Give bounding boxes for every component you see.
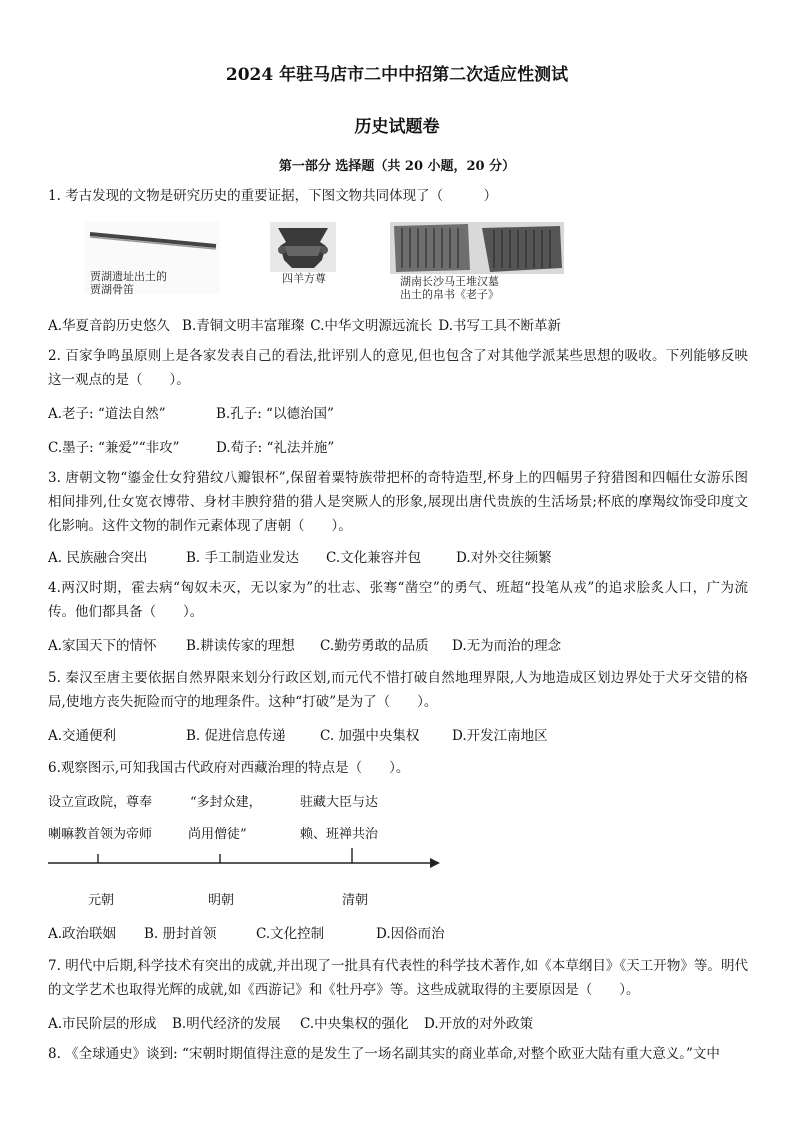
image-caption: 贾湖遗址出土的 (90, 270, 167, 283)
timeline-arrow-icon (430, 858, 440, 868)
option-b[interactable]: B. 促进信息传递 (186, 728, 286, 744)
option-c[interactable]: C.中华文明源远流长 (310, 318, 433, 334)
option-c[interactable]: C.墨子: “兼爱”“非攻” (48, 440, 180, 456)
option-b[interactable]: B. 手工制造业发达 (186, 550, 300, 566)
question-7-options (48, 1012, 533, 1032)
option-b[interactable]: B. 册封首领 (144, 926, 217, 942)
option-b[interactable]: B.明代经济的发展 (172, 1016, 281, 1032)
timeline-event-text: 设立宣政院，尊奉 (48, 795, 153, 810)
option-d[interactable]: D.无为而治的理念 (452, 638, 562, 654)
bronze-zun-photo (270, 222, 336, 272)
option-a[interactable]: A.家国天下的情怀 (48, 638, 157, 654)
option-a[interactable]: A.交通便利 (48, 728, 117, 744)
option-d[interactable]: D.开放的对外政策 (424, 1016, 534, 1032)
timeline-dynasty-label: 元朝 (88, 893, 115, 908)
question-3-stem: 3. 唐朝文物“鎏金仕女狩猎纹八瓣银杯”,保留着粟特族带把杯的奇特造型,杯身上的四幅男子狩猎图和四幅仕女游乐图相间排列,仕女宽衣博带、身材丰腴狩猎的猎人是突厥人的形象,展现出唐代贵族的生活场景;杯底的摩羯纹饰受印度文化影响。这件文物的制作元素体现了唐朝（ ）。 (48, 470, 748, 534)
question-2-options-row1 (48, 402, 334, 422)
image-caption: 贾湖骨笛 (90, 283, 134, 296)
timeline-dynasty-label: 明朝 (208, 893, 235, 908)
question-6-stem: 6.观察图示,可知我国古代政府对西藏治理的特点是（ ）。 (48, 760, 410, 776)
option-a[interactable]: A.市民阶层的形成 (48, 1016, 157, 1032)
option-d[interactable]: D.对外交往频繁 (456, 550, 552, 566)
question-2-stem: 2. 百家争鸣虽原则上是各家发表自己的看法,批评别人的意见,但也包含了对其他学派某些思想的吸收。下列能够反映这一观点的是（ ）。 (48, 348, 748, 388)
exam-title: 2024 年驻马店市二中中招第二次适应性测试 (225, 65, 569, 85)
question-1-options (48, 314, 561, 334)
question-5-options (48, 724, 548, 744)
question-4-stem: 4.两汉时期，霍去病“匈奴未灭，无以家为”的壮志、张骞“凿空”的勇气、班超“投笔从戎”的追求脍炙人口，广为流传。他们都具备（ ）。 (48, 580, 748, 620)
option-b[interactable]: B.耕读传家的理想 (186, 638, 295, 654)
option-a[interactable]: A. 民族融合突出 (48, 550, 148, 566)
option-d[interactable]: D.开发江南地区 (452, 728, 548, 744)
manuscript-icon (390, 222, 564, 274)
option-b[interactable]: B.孔子: “以德治国” (216, 406, 334, 422)
question-2-options-row2 (48, 436, 334, 456)
bronze-vessel-icon (270, 222, 336, 272)
section-heading: 第一部分 选择题（共 20 小题，20 分） (278, 159, 516, 174)
image-caption: 出土的帛书《老子》 (400, 288, 499, 301)
question-6-options (48, 922, 445, 942)
question-7-stem: 7. 明代中后期,科学技术有突出的成就,并出现了一批具有代表性的科学技术著作,如《本草纲目》《天工开物》等。明代的文学艺术也取得光辉的成就,如《西游记》和《牡丹亭》等。这些成就取得的主要原因是（ ）。 (48, 958, 748, 998)
option-b[interactable]: B.青铜文明丰富璀璨 (182, 318, 305, 334)
image-caption: 湖南长沙马王堆汉墓 (400, 275, 499, 288)
option-c[interactable]: C.勤劳勇敢的品质 (320, 638, 429, 654)
question-1-stem: 1. 考古发现的文物是研究历史的重要证据，下图文物共同体现了（ ） (48, 188, 498, 204)
question-5-stem: 5. 秦汉至唐主要依据自然界限来划分行政区划,而元代不惜打破自然地理界限,人为地造成区划边界处于犬牙交错的格局,使地方丧失扼险而守的地理条件。这种“打破”是为了（ ）。 (48, 670, 748, 710)
timeline-axis (46, 848, 442, 878)
timeline-event-text: “多封众建， (190, 795, 262, 810)
option-c[interactable]: C.文化控制 (256, 926, 325, 942)
option-d[interactable]: D.书写工具不断革新 (438, 318, 562, 334)
timeline-event-text: 赖、班禅共治 (300, 827, 379, 842)
exam-subtitle: 历史试题卷 (354, 117, 440, 137)
timeline-event-text: 喇嘛教首领为帝师 (48, 827, 153, 842)
question-8-stem: 8. 《全球通史》谈到: “宋朝时期值得注意的是发生了一场名副其实的商业革命,对整个欧亚大陆有重大意义。”文中 (48, 1046, 720, 1062)
option-c[interactable]: C.文化兼容并包 (326, 550, 422, 566)
timeline-event-text: 驻藏大臣与达 (300, 795, 379, 810)
option-a[interactable]: A.华夏音韵历史悠久 (48, 318, 171, 334)
question-4-options (48, 634, 561, 654)
option-a[interactable]: A.老子: “道法自然” (48, 406, 166, 422)
option-d[interactable]: D.因俗而治 (376, 926, 445, 942)
timeline-event-text: 尚用僧徒” (188, 827, 247, 842)
question-3-options (48, 546, 552, 566)
silk-manuscript-photo (390, 222, 564, 274)
image-caption: 四羊方尊 (282, 272, 326, 285)
timeline-dynasty-label: 清朝 (342, 893, 369, 908)
option-d[interactable]: D.荀子: “礼法并施” (216, 440, 335, 456)
option-a[interactable]: A.政治联姻 (48, 926, 117, 942)
option-c[interactable]: C. 加强中央集权 (320, 728, 420, 744)
option-c[interactable]: C.中央集权的强化 (300, 1016, 409, 1032)
